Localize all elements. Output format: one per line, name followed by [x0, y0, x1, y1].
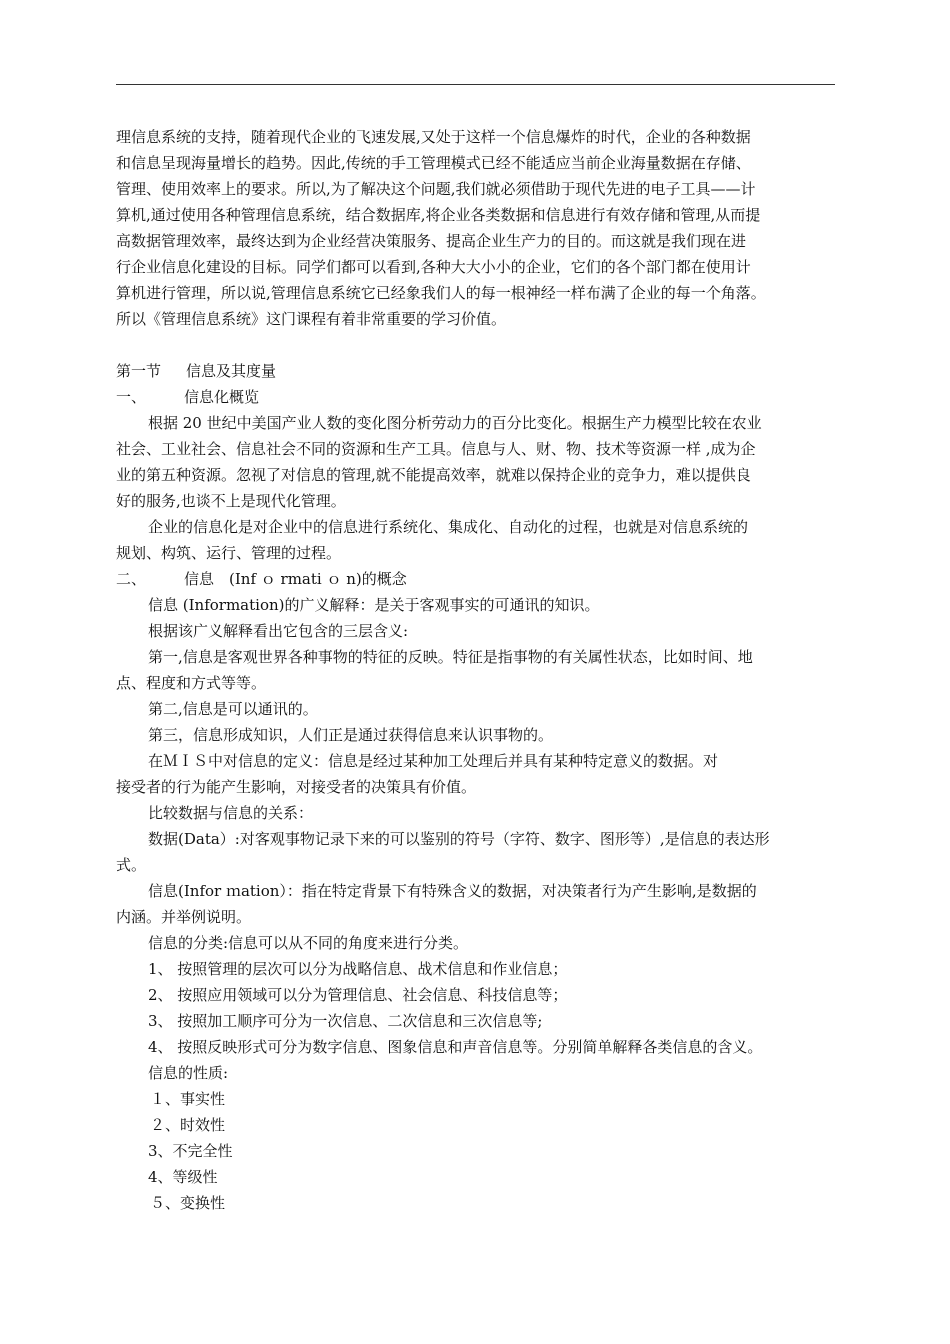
- paragraph-line: 社会、工业社会、信息社会不同的资源和生产工具。信息与人、财、物、技术等资源一样 ,成为企: [116, 440, 756, 458]
- paragraph-line: 信息的性质:: [148, 1064, 229, 1082]
- paragraph-line: 第一,信息是客观世界各种事物的特征的反映。特征是指事物的有关属性状态，比如时间、地: [148, 648, 753, 666]
- intro-line: 算机,通过使用各种管理信息系统，结合数据库,将企业各类数据和信息进行有效存储和管理,从而提: [116, 206, 761, 224]
- paragraph-line: 根据 20 世纪中美国产业人数的变化图分析劳动力的百分比变化。根据生产力模型比较在农业: [148, 414, 762, 432]
- paragraph-line: 好的服务,也谈不上是现代化管理。: [116, 492, 346, 510]
- paragraph-line: 内涵。并举例说明。: [116, 908, 252, 926]
- list-item: 4、等级性: [148, 1168, 218, 1186]
- intro-line: 行企业信息化建设的目标。同学们都可以看到,各种大大小小的企业，它们的各个部门都在使用计: [116, 258, 751, 276]
- paragraph-line: 式。: [116, 856, 147, 874]
- list-item: 2、 按照应用领域可以分为管理信息、社会信息、科技信息等；: [148, 986, 568, 1004]
- list-item: ５、变换性: [150, 1194, 226, 1212]
- paragraph-line: 在ＭＩＳ中对信息的定义：信息是经过某种加工处理后并具有某种特定意义的数据。对: [148, 752, 719, 770]
- paragraph-line: 信息 (Information)的广义解释：是关于客观事实的可通讯的知识。: [148, 596, 600, 614]
- list-item: 1、 按照管理的层次可以分为战略信息、战术信息和作业信息；: [148, 960, 568, 978]
- paragraph-line: 信息(Infor ｍation）：指在特定背景下有特殊含义的数据，对决策者行为产生影响,是数据的: [148, 882, 757, 900]
- paragraph-line: 点、程度和方式等等。: [116, 674, 267, 692]
- section-title: 信息及其度量: [186, 362, 277, 380]
- heading-1: [116, 387, 259, 407]
- heading-1-number: 一、: [116, 388, 147, 406]
- paragraph-line: 信息的分类:信息可以从不同的角度来进行分类。: [148, 934, 469, 952]
- heading-2-number: 二、: [116, 570, 147, 588]
- list-item: 4、 按照反映形式可分为数字信息、图象信息和声音信息等。分别简单解释各类信息的含义。: [148, 1038, 763, 1056]
- list-item: 3、 按照加工顺序可分为一次信息、二次信息和三次信息等;: [148, 1012, 543, 1030]
- paragraph-line: 企业的信息化是对企业中的信息进行系统化、集成化、自动化的过程，也就是对信息系统的: [148, 518, 749, 536]
- intro-line: 所以《管理信息系统》这门课程有着非常重要的学习价值。: [116, 310, 507, 328]
- list-item: 3、不完全性: [148, 1142, 233, 1160]
- paragraph-line: 第三，信息形成知识，人们正是通过获得信息来认识事物的。: [148, 726, 554, 744]
- intro-line: 理信息系统的支持，随着现代企业的飞速发展,又处于这样一个信息爆炸的时代，企业的各种数据: [116, 128, 751, 146]
- intro-line: 管理、使用效率上的要求。所以,为了解决这个问题,我们就必须借助于现代先进的电子工具——计: [116, 180, 756, 198]
- heading-2: [116, 569, 407, 589]
- paragraph-line: 规划、构筑、运行、管理的过程。: [116, 544, 342, 562]
- list-item: １、事实性: [150, 1090, 226, 1108]
- list-item: ２、时效性: [150, 1116, 226, 1134]
- section-number: 第一节: [116, 362, 162, 380]
- heading-1-title: 信息化概览: [184, 388, 260, 406]
- heading-2-title: 信息 (Inf ｏ rmati ｏ n)的概念: [184, 570, 407, 588]
- paragraph-line: 接受者的行为能产生影响，对接受者的决策具有价值。: [116, 778, 477, 796]
- intro-line: 算机进行管理，所以说,管理信息系统它已经象我们人的每一根神经一样布满了企业的每一个角落。: [116, 284, 766, 302]
- paragraph-line: 比较数据与信息的关系：: [148, 804, 314, 822]
- paragraph-line: 根据该广义解释看出它包含的三层含义:: [148, 622, 409, 640]
- paragraph-line: 数据(Data）:对客观事物记录下来的可以鉴别的符号（字符、数字、图形等）,是信息的表达形: [148, 830, 770, 848]
- intro-line: 和信息呈现海量增长的趋势。因此,传统的手工管理模式已经不能适应当前企业海量数据在存储、: [116, 154, 751, 172]
- paragraph-line: 业的第五种资源。忽视了对信息的管理,就不能提高效率，就难以保持企业的竞争力，难以提供良: [116, 466, 751, 484]
- header-rule: [116, 84, 835, 85]
- intro-line: 高数据管理效率，最终达到为企业经营决策服务、提高企业生产力的目的。而这就是我们现在进: [116, 232, 747, 250]
- paragraph-line: 第二,信息是可以通讯的。: [148, 700, 318, 718]
- section-heading: [116, 361, 276, 381]
